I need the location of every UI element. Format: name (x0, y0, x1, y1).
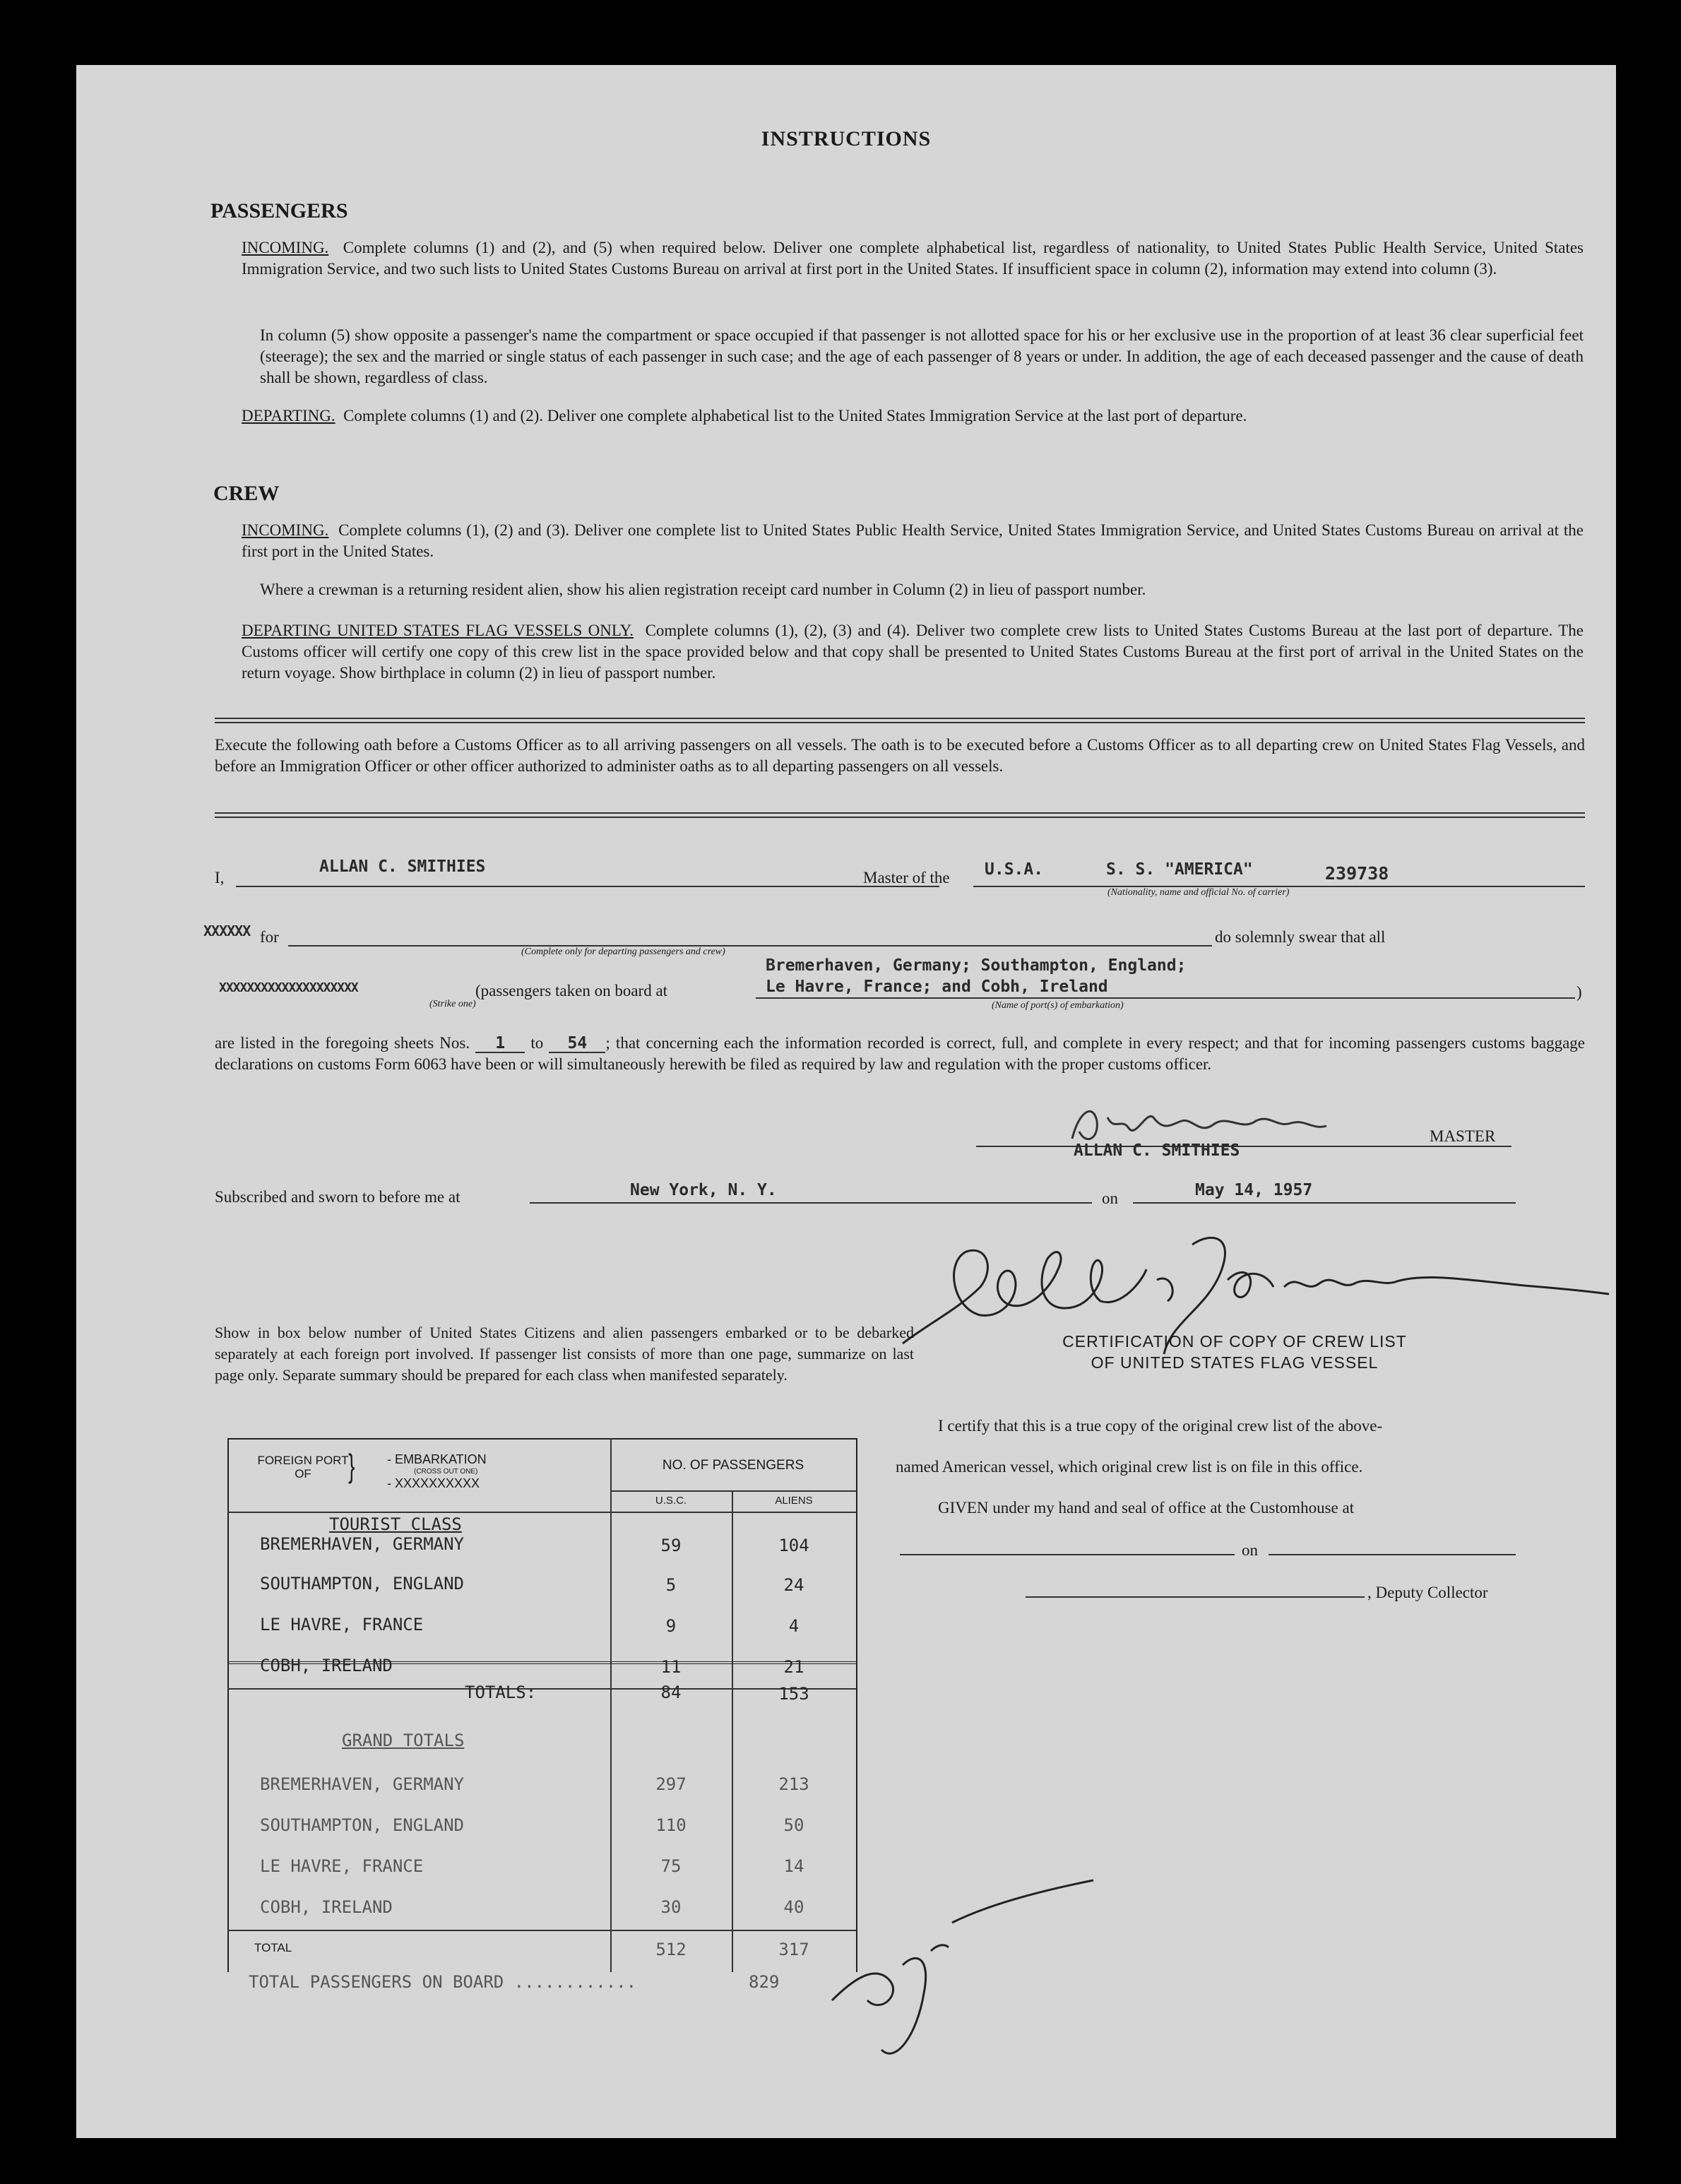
swear-label: do solemnly swear that all (1215, 928, 1386, 946)
grand-row-aliens: 14 (783, 1856, 804, 1876)
tourist-class-label: TOURIST CLASS (329, 1514, 462, 1534)
master-name: ALLAN C. SMITHIES (319, 857, 486, 876)
grand-row-usc: 297 (655, 1774, 687, 1794)
embarkation-header: - EMBARKATION (387, 1452, 487, 1466)
tourist-row-port: SOUTHAMPTON, ENGLAND (260, 1574, 464, 1594)
section-divider (215, 718, 1585, 723)
carrier-official-no: 239738 (1325, 863, 1389, 884)
master-signature-typed: ALLAN C. SMITHIES (1074, 1141, 1240, 1160)
grand-row-usc: 30 (660, 1897, 682, 1917)
totals-aliens: 153 (778, 1684, 809, 1704)
crew-incoming-text: Complete columns (1), (2) and (3). Deliver one complete list to United States Public Health Service, United States Immigration Service, and United States Customs Bureau on arrival at the first port in the United States. (242, 521, 1584, 560)
total-aliens: 317 (778, 1940, 809, 1959)
crew-resident-paragraph: Where a crewman is a returning resident alien, show his alien registration receipt card number in Column (2) in lieu of passport number. (260, 581, 1146, 598)
on-board-label: TOTAL PASSENGERS ON BOARD ............ (249, 1972, 637, 1992)
totals-usc: 84 (660, 1682, 682, 1702)
passengers-departing-label: DEPARTING. (242, 407, 335, 425)
sworn-date: May 14, 1957 (1195, 1181, 1313, 1199)
brace-icon: } (348, 1447, 355, 1484)
certification-on-label: on (1242, 1541, 1258, 1559)
customhouse-line (900, 1554, 1235, 1555)
master-name-line (236, 886, 939, 887)
debarkation-struck: - XXXXXXXXXX (387, 1476, 480, 1490)
passenger-summary-table (227, 1438, 857, 1972)
initials-signature (811, 1873, 1107, 2085)
sheet-from: 1 (475, 1035, 525, 1053)
crew-heading: CREW (213, 482, 280, 505)
sheet-to: 54 (549, 1035, 605, 1053)
crew-incoming-paragraph (242, 520, 1584, 562)
grand-row-aliens: 213 (778, 1774, 809, 1794)
tourist-row-usc: 11 (660, 1657, 682, 1677)
table-col-divider (610, 1438, 612, 1972)
carrier-caption: (Nationality, name and official No. of carrier) (1107, 887, 1290, 898)
total-usc: 512 (655, 1940, 687, 1959)
taken-label: (passengers taken on board at (475, 982, 668, 999)
tourist-row-port: BREMERHAVEN, GERMANY (260, 1534, 464, 1554)
strike-caption: (Strike one) (429, 999, 476, 1009)
oath-listed-paragraph: are listed in the foregoing sheets Nos. 1 to 54 ; that concerning each the information recorded is correct, full, and complete in every respect; and that for incoming passengers customs baggage declarations on customs Form 6063 have been or will simultaneously herewith be filed as required by law and regulation with the proper customs officer. (215, 1034, 1586, 1073)
cross-out-note: (CROSS OUT ONE) (414, 1468, 478, 1476)
struck-word: XXXXXX (203, 922, 251, 939)
given-text: GIVEN under my hand and seal of office at the Customhouse at (938, 1499, 1355, 1517)
passengers-incoming-paragraph (242, 237, 1584, 280)
master-of-label: Master of the (863, 869, 950, 886)
grand-row-port: SOUTHAMPTON, ENGLAND (260, 1815, 464, 1835)
grand-totals-label: GRAND TOTALS (342, 1731, 465, 1750)
deputy-label: , Deputy Collector (1367, 1584, 1488, 1601)
departing-line (288, 945, 1212, 946)
usc-header: U.S.C. (655, 1495, 687, 1507)
passengers-column5-paragraph: In column (5) show opposite a passenger's name the compartment or space occupied if that passenger is not allotted space for his or her exclusive use in the proportion of at least 36 clear superficial feet (steerage); the sex and the married or single status of each passenger in such case; and the age of each passenger of 8 years or under. In addition, the age of each deceased passenger and the cause of death shall be shown, regardless of class. (260, 326, 1584, 386)
ports-line-1: Bremerhaven, Germany; Southampton, England; (766, 956, 1187, 975)
aliens-header: ALIENS (775, 1495, 813, 1507)
summary-note: Show in box below number of United States Citizens and alien passengers embarked or to be debarked separately at each foreign port involved. If passenger list consists of more than one page, summarize on last page only. Separate summary should be prepared for each class when manifested separately. (215, 1324, 914, 1384)
ports-line-2: Le Havre, France; and Cobh, Ireland (766, 978, 1108, 996)
for-label: for (260, 928, 279, 946)
certification-title-2: OF UNITED STATES FLAG VESSEL (1091, 1353, 1379, 1372)
tourist-row-usc: 59 (660, 1536, 682, 1555)
passengers-incoming-text: Complete columns (1) and (2), and (5) when required below. Deliver one complete alphabetical list, regardless of nationality, to United States Public Health Service, United States Immigration Service, and two such lists to United States Customs Bureau on arrival at first port in the United States. If insufficient space in column (2), information may extend into column (3). (242, 239, 1584, 278)
carrier-vessel: S. S. "AMERICA" (1106, 860, 1253, 879)
grand-row-aliens: 50 (783, 1815, 804, 1835)
oath-i-label: I, (215, 869, 225, 886)
grand-row-port: COBH, IRELAND (260, 1897, 393, 1917)
sworn-on-label: on (1102, 1189, 1118, 1207)
master-label: MASTER (1430, 1127, 1496, 1145)
grand-row-port: LE HAVRE, FRANCE (260, 1856, 424, 1876)
grand-row-usc: 110 (655, 1815, 687, 1835)
totals-label: TOTALS: (465, 1682, 537, 1702)
passengers-incoming-label: INCOMING. (242, 239, 329, 256)
sworn-place: New York, N. Y. (630, 1181, 777, 1199)
tourist-row-aliens: 104 (778, 1536, 809, 1555)
certify-text-2: named American vessel, which original crew list is on file in this office. (896, 1458, 1363, 1476)
foreign-port-header: FOREIGN PORT OF (257, 1454, 349, 1480)
grand-row-usc: 75 (660, 1856, 682, 1876)
on-board-value: 829 (749, 1972, 780, 1992)
tourist-row-port: COBH, IRELAND (260, 1656, 393, 1675)
tourist-row-aliens: 24 (783, 1575, 804, 1595)
carrier-nationality: U.S.A. (985, 860, 1044, 879)
table-subheader-line (610, 1490, 856, 1492)
tourist-row-usc: 9 (665, 1616, 677, 1636)
crew-departing-label: DEPARTING UNITED STATES FLAG VESSELS ONLY. (242, 622, 634, 639)
crew-departing-text: Complete columns (1), (2), (3) and (4). Deliver two complete crew lists to United States Customs Bureau at the last port of departure. The Customs officer will certify one copy of this crew list in the space provided below and that copy shall be presented to United States Customs Bureau at the first port of arrival in the United States on the return voyage. Show birthplace in column (2) in lieu of passport number. (242, 622, 1584, 682)
passengers-departing-text: Complete columns (1) and (2). Deliver one complete alphabetical list to the United States Immigration Service at the last port of departure. (343, 407, 1247, 425)
table-header-line (227, 1512, 856, 1513)
departing-caption: (Complete only for departing passengers and crew) (521, 946, 725, 957)
tourist-row-port: LE HAVRE, FRANCE (260, 1615, 424, 1634)
ports-caption: (Name of port(s) of embarkation) (992, 1000, 1124, 1011)
passengers-heading: PASSENGERS (210, 199, 348, 222)
struck-phrase: XXXXXXXXXXXXXXXXXXXX (219, 980, 358, 995)
sworn-label: Subscribed and sworn to before me at (215, 1188, 461, 1206)
grand-row-port: BREMERHAVEN, GERMANY (260, 1774, 464, 1794)
crew-departing-paragraph (242, 620, 1584, 684)
total-label: TOTAL (254, 1941, 292, 1954)
ports-line (756, 997, 1575, 999)
tourist-row-usc: 5 (665, 1575, 677, 1595)
page-title: INSTRUCTIONS (761, 127, 932, 150)
table-total-line (227, 1930, 856, 1931)
certification-date-line (1269, 1554, 1516, 1555)
no-passengers-header: NO. OF PASSENGERS (662, 1458, 804, 1473)
document-page (76, 65, 1616, 2138)
certify-text-1: I certify that this is a true copy of the original crew list of the above- (938, 1417, 1383, 1435)
oath-intro: Execute the following oath before a Customs Officer as to all arriving passengers on all vessels. The oath is to be executed before a Customs Officer as to all departing crew on United States Flag Vessels, and before an Immigration Officer or other officer authorized to administer oaths as to all departing passengers on all vessels. (215, 736, 1585, 775)
grand-row-aliens: 40 (783, 1897, 804, 1917)
close-paren: ) (1576, 983, 1582, 1001)
section-divider (215, 812, 1585, 818)
tourist-row-aliens: 21 (783, 1657, 804, 1677)
tourist-row-aliens: 4 (788, 1616, 800, 1636)
deputy-line (1026, 1596, 1365, 1598)
certification-title-1: CERTIFICATION OF COPY OF CREW LIST (1062, 1332, 1407, 1351)
crew-incoming-label: INCOMING. (242, 521, 329, 539)
passengers-departing-paragraph (242, 405, 1584, 427)
